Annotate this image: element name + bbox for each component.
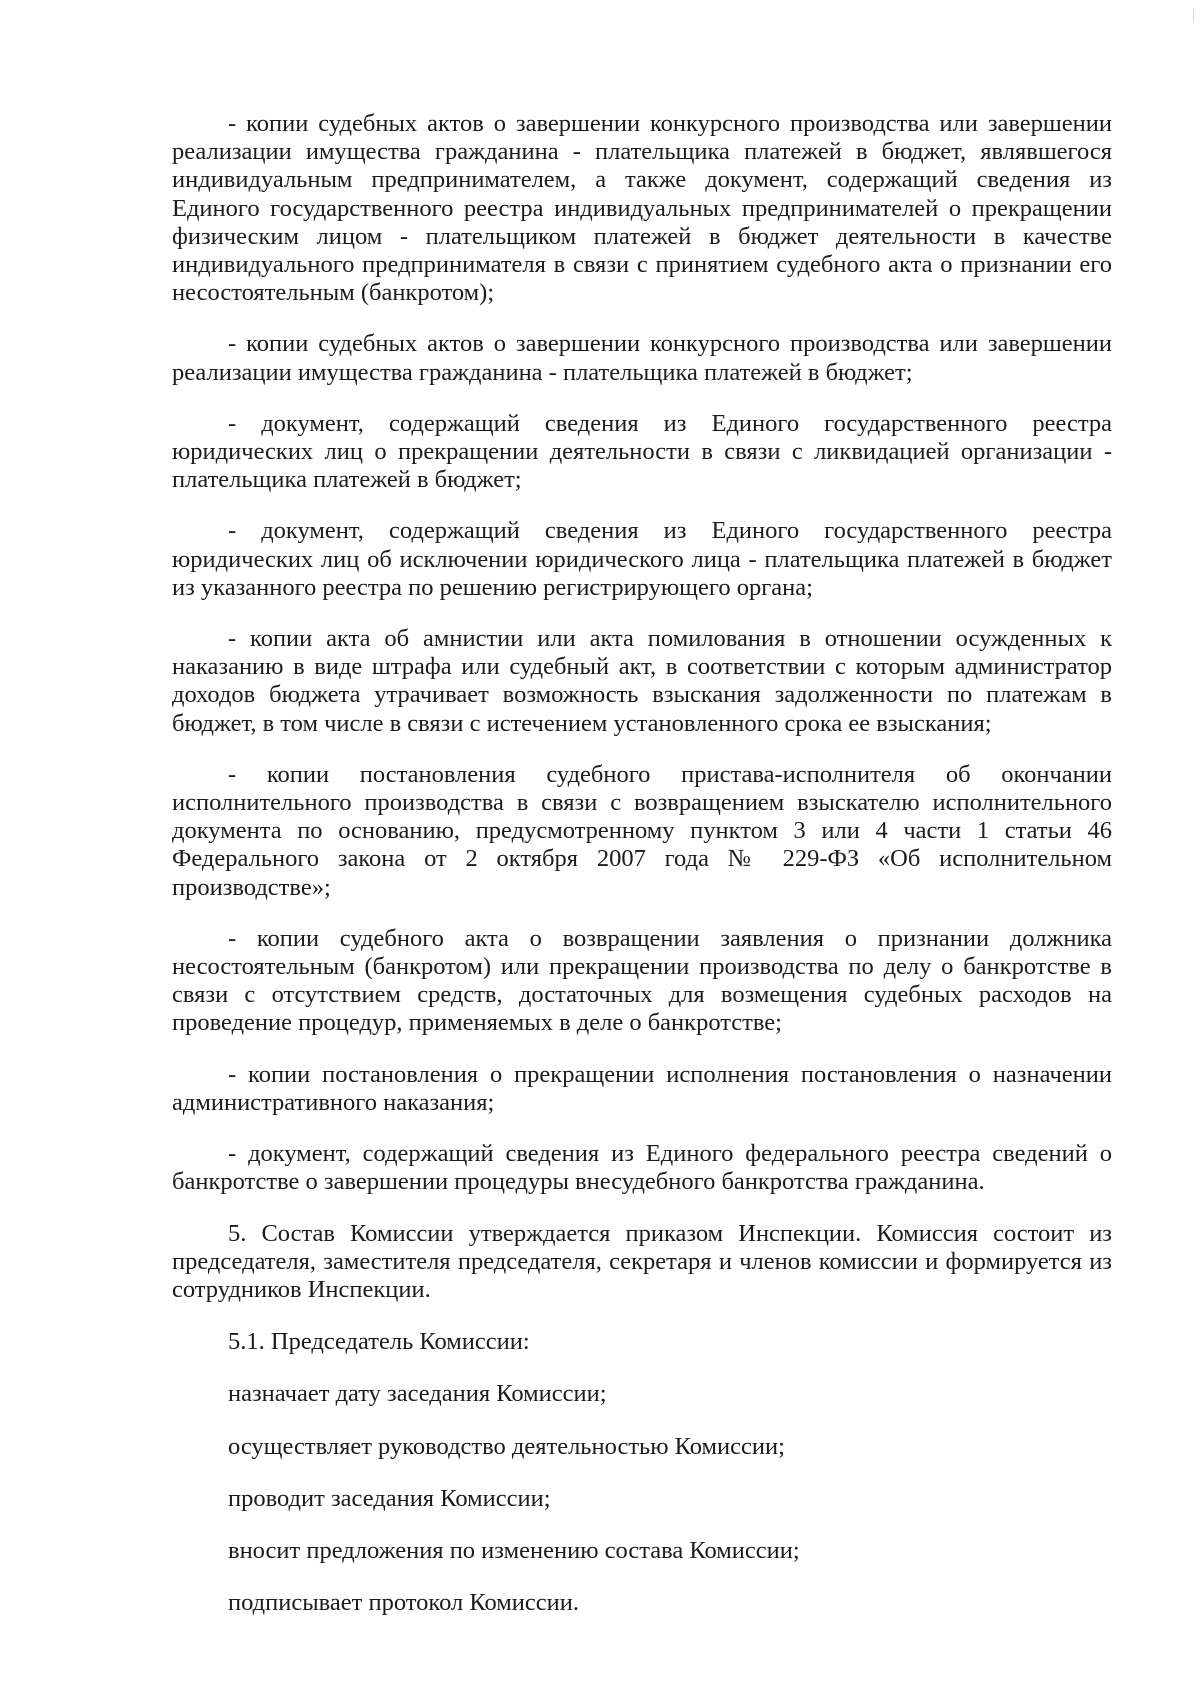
chairman-duty-item: проводит заседания Комиссии; [228,1484,551,1512]
paragraph-bankruptcy-return: - копии судебного акта о возвращении заявления о признании должника несостоятельным (банкротом) или прекращении производства по делу о банкротстве в связи с отсутствием средств, достаточных для возмещения судебных расходов на проведение процедур, применяемых в деле о банкротстве; [172,924,1112,1037]
section-5-1-heading: 5.1. Председатель Комиссии: [228,1328,530,1356]
chairman-duty-item: подписывает протокол Комиссии. [228,1589,579,1617]
chairman-duty-item: вносит предложения по изменению состава Комиссии; [228,1536,800,1564]
document-page [172,110,1112,1641]
paragraph-court-acts-citizen: - копии судебных актов о завершении конкурсного производства или завершении реализации имущества гражданина - плательщика платежей в бюджет; [172,330,1112,386]
paragraph-registry-exclusion: - документ, содержащий сведения из Единого государственного реестра юридических лиц об исключении юридического лица - плательщика платежей в бюджет из указанного реестра по решению регистрирующего органа; [172,517,1112,601]
paragraph-court-acts-individual-entrepreneur: - копии судебных актов о завершении конкурсного производства или завершении реализации имущества гражданина - плательщика платежей в бюджет, являвшегося индивидуальным предпринимателем, а также документ, содержащий сведения из Единого государственного реестра индивидуальных предпринимателей о прекращении физическим лицом - плательщиком платежей в бюджет деятельности в качестве индивидуального предпринимателя в связи с принятием судебного акта о признании его несостоятельным (банкротом); [172,110,1112,307]
chairman-duty-item: осуществляет руководство деятельностью Комиссии; [228,1432,785,1460]
paragraph-out-of-court-bankruptcy: - документ, содержащий сведения из Единого федерального реестра сведений о банкротстве о завершении процедуры внесудебного банкротства гражданина. [172,1140,1112,1196]
paragraph-administrative-penalty: - копии постановления о прекращении исполнения постановления о назначении административного наказания; [172,1060,1112,1116]
scan-edge-mark [1193,8,1194,22]
paragraph-registry-liquidation: - документ, содержащий сведения из Единого государственного реестра юридических лиц о прекращении деятельности в связи с ликвидацией организации - плательщика платежей в бюджет; [172,409,1112,494]
chairman-duty-item: назначает дату заседания Комиссии; [228,1380,607,1408]
paragraph-bailiff-resolution: - копии постановления судебного пристава-исполнителя об окончании исполнительного производства в связи с возвращением взыскателю исполнительного документа по основанию, предусмотренному пунктом 3 или 4 части 1 статьи 46 Федерального закона от 2 октября 2007 года № 229-ФЗ «Об исполнительном производстве»; [172,760,1112,901]
paragraph-amnesty-pardon: - копии акта об амнистии или акта помилования в отношении осужденных к наказанию в виде штрафа или судебный акт, в соответствии с которым администратор доходов бюджета утрачивает возможность взыскания задолженности по платежам в бюджет, в том числе в связи с истечением установленного срока ее взыскания; [172,625,1112,737]
paragraph-commission-composition: 5. Состав Комиссии утверждается приказом Инспекции. Комиссия состоит из председателя, заместителя председателя, секретаря и членов комиссии и формируется из сотрудников Инспекции. [172,1219,1112,1303]
